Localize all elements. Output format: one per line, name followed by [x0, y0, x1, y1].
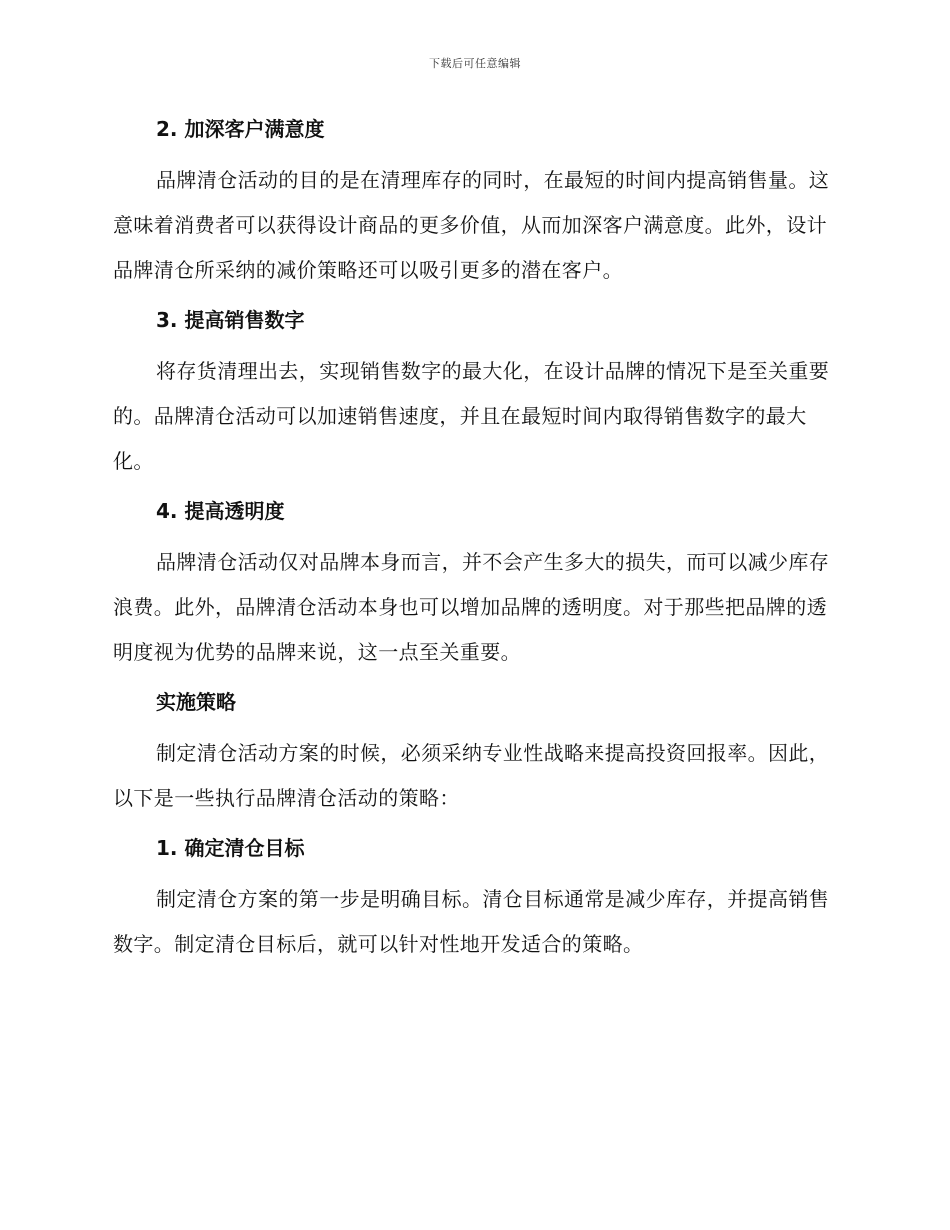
section-heading: 2. 加深客户满意度: [156, 117, 325, 141]
section-implementation-strategy: [113, 687, 833, 821]
section-paragraph: 品牌清仓活动的目的是在清理库存的同时，在最短的时间内提高销售量。这意味着消费者可以获得设计商品的更多价值，从而加深客户满意度。此外，设计品牌清仓所采纳的减价策略还可以吸引更多的潜在客户。: [113, 168, 830, 282]
document-body: [113, 114, 833, 979]
section-paragraph: 将存货清理出去，实现销售数字的最大化，在设计品牌的情况下是至关重要的。品牌清仓活动可以加速销售速度，并且在最短时间内取得销售数字的最大化。: [113, 359, 830, 473]
section-heading: 3. 提高销售数字: [156, 308, 305, 332]
section-sales-numbers: [113, 305, 833, 484]
section-paragraph: 制定清仓方案的第一步是明确目标。清仓目标通常是减少库存，并提高销售数字。制定清仓目标后，就可以针对性地开发适合的策略。: [113, 887, 830, 956]
section-paragraph: 制定清仓活动方案的时候，必须采纳专业性战略来提高投资回报率。因此，以下是一些执行品牌清仓活动的策略：: [113, 741, 830, 810]
section-clearance-goal: [113, 833, 833, 967]
section-heading: 实施策略: [156, 690, 236, 714]
section-paragraph: 品牌清仓活动仅对品牌本身而言，并不会产生多大的损失，而可以减少库存浪费。此外，品牌清仓活动本身也可以增加品牌的透明度。对于那些把品牌的透明度视为优势的品牌来说，这一点至关重要。: [113, 550, 830, 664]
section-customer-satisfaction: [113, 114, 833, 293]
section-transparency: [113, 496, 833, 675]
section-heading: 1. 确定清仓目标: [156, 836, 305, 860]
section-heading: 4. 提高透明度: [156, 499, 285, 523]
header-note: 下载后可任意编辑: [429, 57, 521, 70]
